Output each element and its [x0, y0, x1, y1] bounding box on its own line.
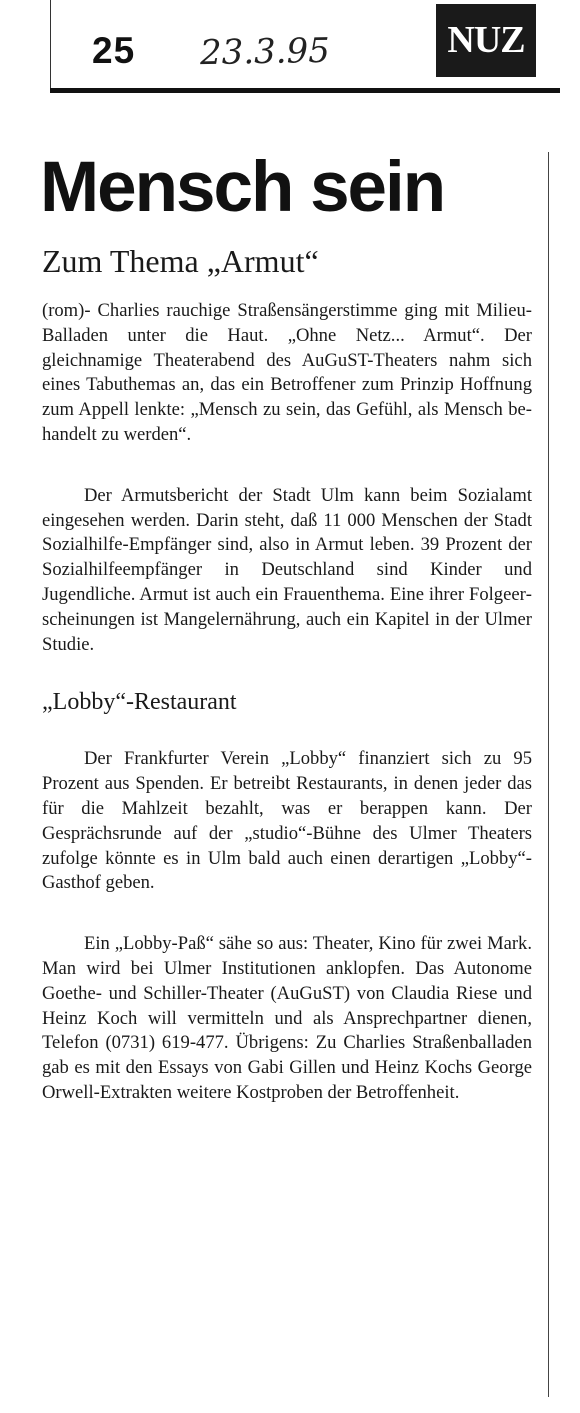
article-paragraph-3: Der Frankfurter Verein „Lobby“ finanziert sich zu 95 Prozent aus Spenden. Er betreibt Restaurants, in denen jeder das für die Mahlzeit bezahlt, was er berappen kann. Der Gesprächsrunde auf der „studio“-Bühne des Ulmer Theaters zufolge könnte es in Ulm bald auch einen derartigen „Lobby“-Gasthof geben. — [42, 748, 532, 894]
masthead — [50, 0, 560, 92]
article-paragraph-4: Ein „Lobby-Paß“ sähe so aus: Theater, Kino für zwei Mark. Man wird bei Ulmer Institutionen anklopfen. Das Autonome Goethe- und Schiller-Theater (AuGuST) von Claudia Riese und Heinz Koch will vermitteln und als Ansprechpartner dienen, Telefon (0731) 619-477. Übrigens: Zu Charlies Straßenballaden gab es mit den Essays von Gabi Gillen und Heinz Kochs George Orwell-Extrakten weitere Kostproben der Betroffenheit. — [42, 933, 532, 1103]
article-paragraph-2: Der Armutsbericht der Stadt Ulm kann beim Sozialamt eingesehen werden. Darin steht, daß 11 000 Menschen der Stadt Sozialhilfe-Empfänger sind, also in Armut leben. 39 Prozent der Sozialhilfeempfänger in Deutschland sind Kinder und Jugendliche. Armut ist auch ein Frauenthema. Eine ihrer Folgeerscheinungen ist Mangelernährung, auch ein Kapitel in der Ulmer Studie. — [42, 484, 532, 655]
crosshead: „Lobby“-Restaurant — [42, 689, 237, 716]
article — [40, 143, 532, 1142]
handwritten-date: 23.3.95 — [199, 30, 331, 74]
page-number: 25 — [92, 30, 136, 71]
article-paragraph-1: (rom)- Charlies rauchige Straßensängerstimme ging mit Milieu-Balladen unter die Haut. „Ohne Netz... Armut“. Der gleichnamige Theaterabend des AuGuST-Theaters nahm sich eines Tabuthemas an, das ein Betroffener zum Prinzip Hoffnung zum Appell lenkte: „Mensch zu sein, das Gefühl, als Mensch behandelt zu werden“. — [42, 300, 532, 445]
masthead-rule — [50, 88, 560, 93]
headline: Mensch sein — [40, 148, 445, 227]
column-margin-line — [548, 152, 549, 1397]
newspaper-logo: NUZ — [436, 4, 536, 77]
subheadline: Zum Thema „Armut“ — [42, 243, 319, 279]
